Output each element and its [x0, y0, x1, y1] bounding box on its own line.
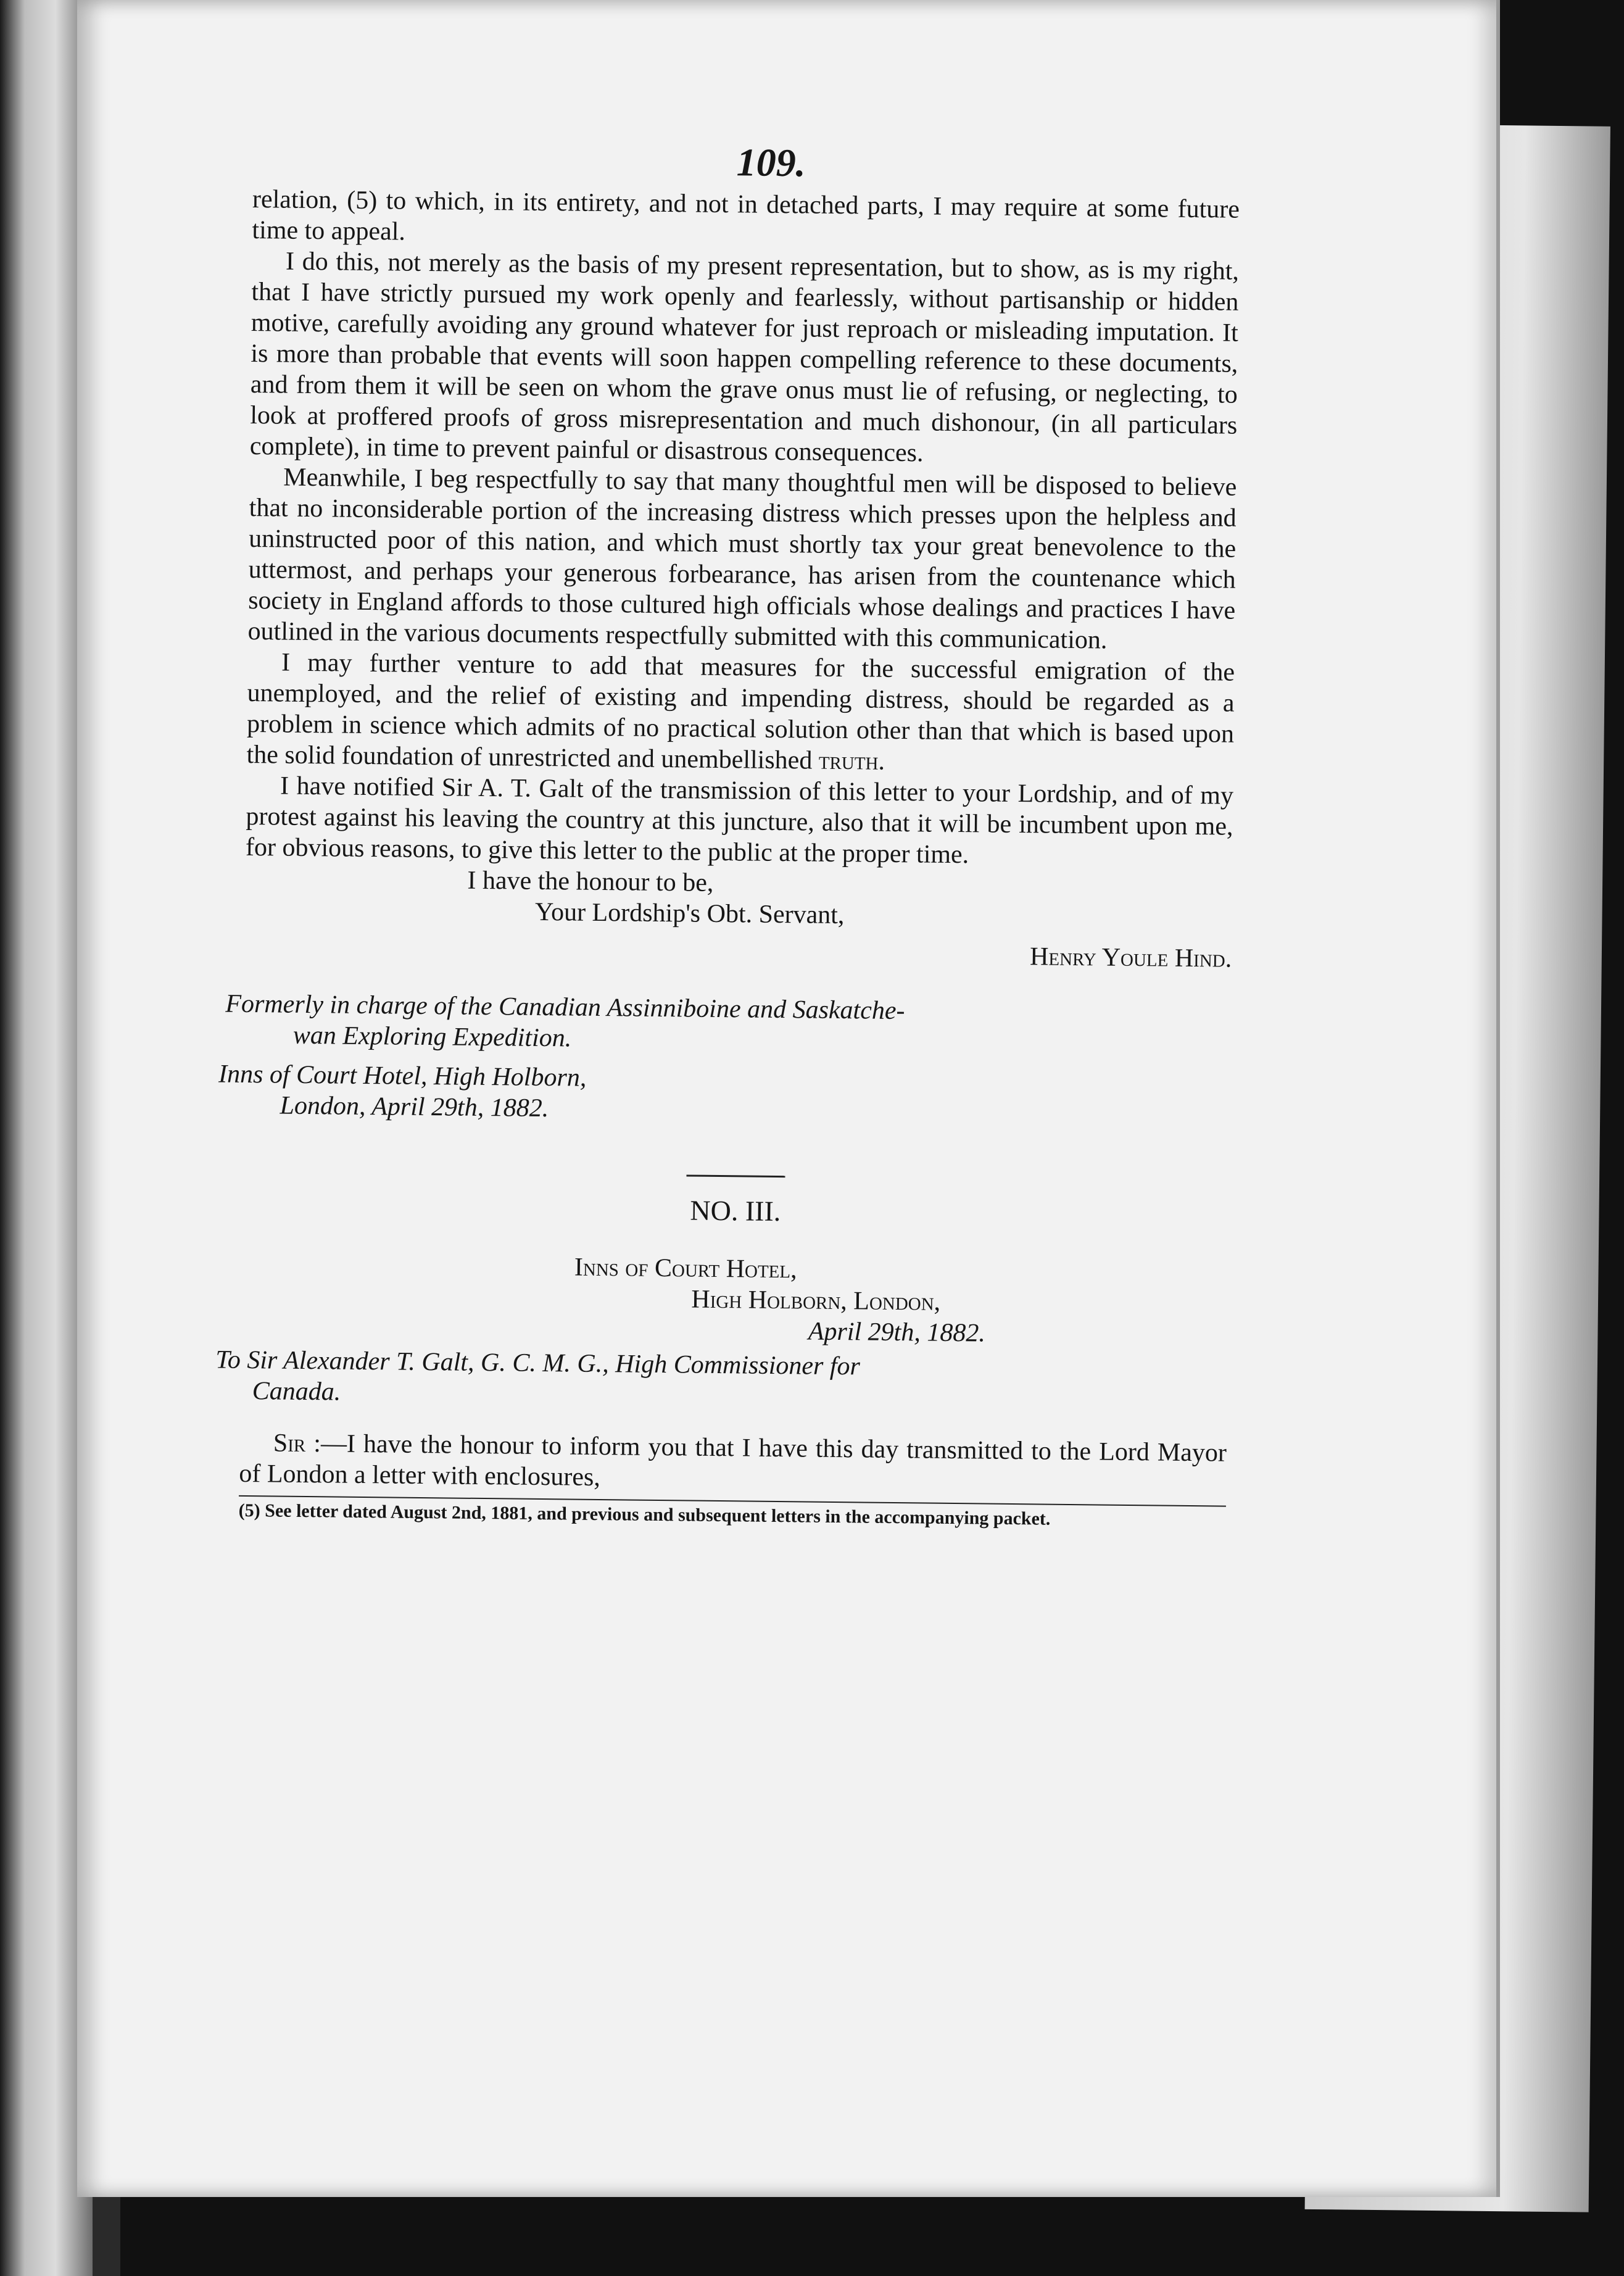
page-content — [215, 140, 1240, 1532]
formerly-note — [225, 989, 1232, 1061]
recipient-line — [215, 1344, 1228, 1416]
paragraph-4 — [246, 647, 1235, 781]
paragraph-2: I do this, not merely as the basis of my present representation, but to show, as is my right, that I have strictly pursued my work openly and fearlessly, without partisanship or hidden motive, carefully avoiding any ground whatever for just reproach or misleading imputation. It is more than probable that events will soon happen compelling reference to these documents, and from them it will be seen on whom the grave onus must lie of refusing, or neglecting, to look at proffered proofs of gross misrepresentation and much dishonour, (in all particulars complete), in time to prevent painful or disastrous consequences. — [249, 247, 1240, 468]
recipient-line-1: To Sir Alexander T. Galt, G. C. M. G., High Commissioner for — [215, 1345, 861, 1381]
heading-date: April 29th, 1882. — [808, 1317, 986, 1348]
paragraph-3: Meanwhile, I beg respectfully to say that many thoughtful men will be disposed to believe that no inconsiderable portion of the increasing distress which presses upon the helpless and uninstructed poor of this nation, and which must shortly tax your great benevolence to the uttermost, and perhaps your generous forbearance, has arisen from the countenance which society in England affords to those cultured high officials whose dealings and practices I have outlined in the various documents respectfully submitted with this communication. — [247, 463, 1237, 655]
heading-address-line-2: High Holborn, London, — [691, 1285, 941, 1316]
section-title: NO. III. — [690, 1194, 781, 1227]
paragraph-5: I have notified Sir A. T. Galt of the transmission of this letter to your Lordship, and of my protest against his leaving the country at this juncture, also that it will be incumbent upon me, for obvious reasons, to give this letter to the public at the proper time. — [245, 771, 1234, 870]
paragraph-4-text: I may further venture to add that measures for the successful emigration of the unemployed, and the relief of existing and impending distress, should be regarded as a problem in science which admits of no practical solution other than that which is based upon the solid foundation of unrestricted and unembellished — [246, 648, 1235, 775]
paragraph-1: relation, (5) to which, in its entirety, and not in detached parts, I may require at some future time to appeal. — [252, 185, 1240, 246]
footnote: (5) See letter dated August 2nd, 1881, and previous and subsequent letters in the accompanying packet. — [238, 1500, 1051, 1529]
formerly-line-2: wan Exploring Expedition. — [292, 1021, 572, 1053]
truth-word: truth. — [818, 746, 885, 776]
sender-address-line-2: London, April 29th, 1882. — [280, 1091, 549, 1123]
sender-address-line-1: Inns of Court Hotel, High Holborn, — [218, 1060, 587, 1092]
page-number: 109. — [736, 140, 806, 185]
recipient-line-2: Canada. — [252, 1377, 341, 1406]
document-page — [77, 0, 1500, 2197]
sir-salutation: Sir : — [273, 1429, 321, 1458]
section-divider — [686, 1174, 785, 1177]
closing-line: I have the honour to be, — [467, 866, 714, 897]
formerly-line-1: Formerly in charge of the Canadian Assinniboine and Saskatche- — [225, 989, 905, 1026]
closing-servant-line: Your Lordship's Obt. Servant, — [534, 897, 845, 930]
sir-paragraph-text: —I have the honour to inform you that I have this day transmitted to the Lord Mayor of London a letter with enclosures, — [239, 1429, 1227, 1492]
sir-paragraph — [239, 1427, 1227, 1500]
signature: Henry Youle Hind. — [1029, 942, 1232, 973]
heading-address-line-1: Inns of Court Hotel, — [574, 1253, 797, 1284]
